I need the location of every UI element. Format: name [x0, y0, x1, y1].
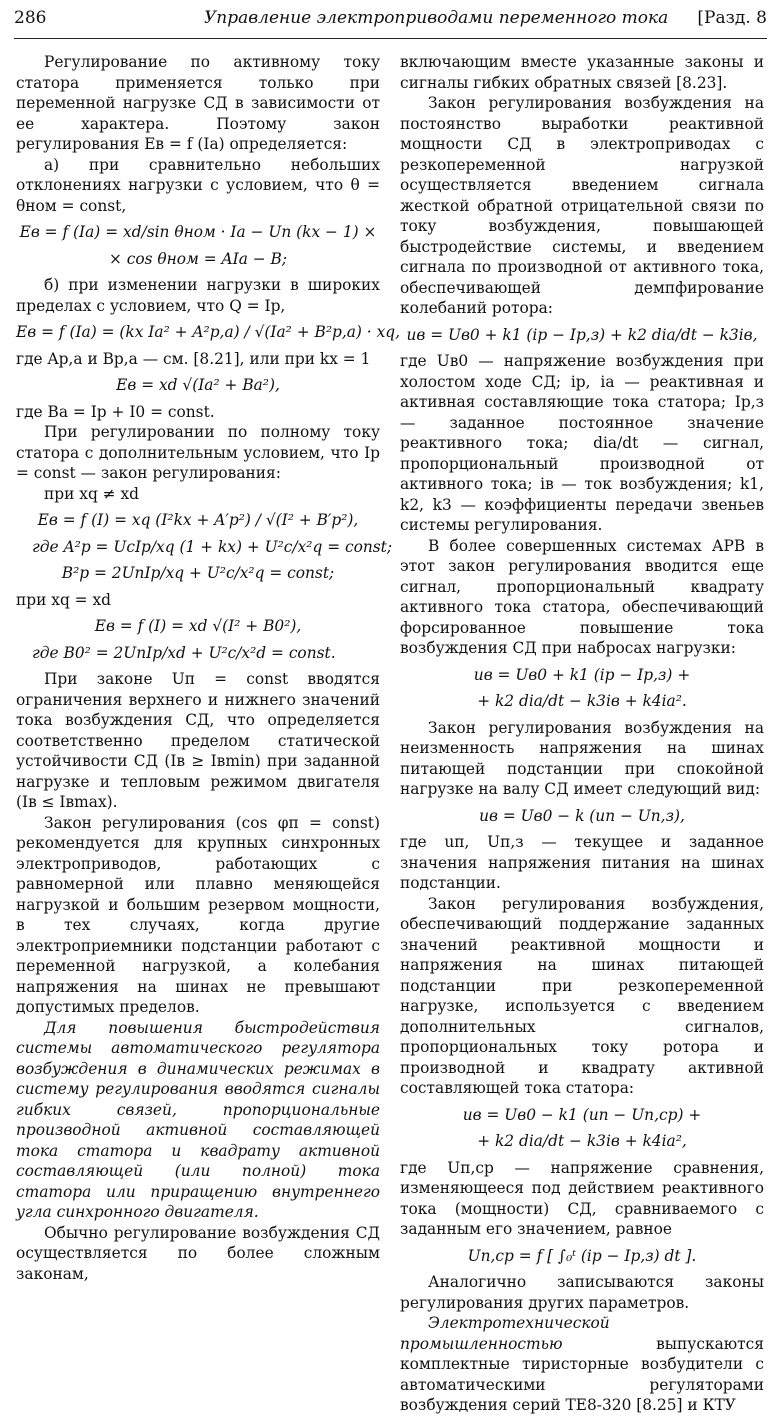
equation: Eв = f (Iа) = xd/sin θном · Iа − Uп (kx − 1) × — [19, 223, 377, 241]
equation: × cos θном = AIа − B; — [108, 249, 288, 268]
page-number: 286 — [14, 8, 47, 28]
paragraph: Регулирование по активному току статора применяется только при переменной нагрузке СД в зависимости от ее характера. Поэтому закон регулирования Eв = f (Iа) определяется: — [16, 53, 380, 153]
equation: uв = Uв0 + k1 (iр − Iр,з) + k2 diа/dt − k3iв, — [406, 325, 758, 344]
equation: где A²р = UсIр/xq (1 + kx) + U²с/x²q = const; — [32, 537, 393, 556]
equation: uв = Uв0 − k (uп − Uп,з), — [479, 806, 685, 825]
paragraph: где uп, Uп,з — текущее и заданное значения напряжения питания на шинах подстанции. — [400, 833, 764, 892]
paragraph-rest: выпускаются комплектные тиристорные возбудители с автоматическими регуляторами возбуждения серий ТЕ8-320 [8.25] и КТУ — [400, 1334, 764, 1414]
equation: Eв = f (I) = xd √(I² + B0²), — [94, 617, 302, 635]
page-header — [14, 4, 767, 39]
paragraph: Обычно регулирование возбуждения СД осуществляется по более сложным законам, — [16, 1223, 380, 1283]
equation: uв = Uв0 − k1 (uп − Uп,ср) + — [462, 1105, 702, 1124]
paragraph: где Bа = Iр + I0 = const. — [16, 402, 215, 421]
equation: + k2 diа/dt − k3iв + k4iа², — [477, 1132, 687, 1150]
paragraph: где Uв0 — напряжение возбуждения при холостом ходе СД; iр, iа — реактивная и активная составляющие тока статора; Iр,з — заданное постоянное значение реактивного тока; diа/dt — сигнал, пропорциональный производной от активного тока; iв — ток возбуждения; k1, k2, k3 — коэффициенты передачи звеньев системы регулирования. — [400, 352, 764, 534]
paragraph: При законе Uп = const вводятся ограничения верхнего и нижнего значений тока возбуждения СД, что определяется соответственно пределом статической устойчивости СД (Iв ≥ Iвmin) при заданной нагрузке и тепловым режимом двигателя (Iв ≤ Iвmax). — [16, 670, 380, 811]
equation: Eв = f (I) = xq (I²kx + A′р²) / √(I² + B′р²), — [37, 511, 359, 529]
equation: Uп,ср = f [ ∫₀ᵗ (iр − Iр,з) dt ]. — [467, 1246, 697, 1265]
paragraph: В более совершенных системах АРВ в этот закон регулирования вводится еще сигнал, пропорциональный квадрату активного тока статора, обеспечивающий форсированное повышение тока возбуждения СД при набросах нагрузки: — [400, 536, 764, 657]
paragraph: включающим вместе указанные законы и сигналы гибких обратных связей [8.23]. — [400, 53, 764, 92]
paragraph — [400, 1313, 764, 1416]
equation: где B0² = 2UпIр/xd + U²с/x²d = const. — [32, 643, 336, 662]
paragraph: а) при сравнительно небольших отклонениях нагрузки с условием, что θ = θном = const, — [16, 155, 380, 215]
section-label: [Разд. 8 — [697, 8, 767, 28]
paragraph: Для повышения быстродействия системы автоматического регулятора возбуждения в динамических режимах в систему регулирования вводятся сигналы гибких связей, пропорциональные производной активной составляющей тока статора и квадрату активной составляющей (или полной) тока статора или приращению внутреннего угла синхронного двигателя. — [16, 1018, 380, 1221]
paragraph: Закон регулирования возбуждения на постоянство выработки реактивной мощности СД в электроприводах с резкопеременной нагрузкой осуществляется введением сигнала жесткой обратной отрицательной связи по току возбуждения, повышающей быстродействие системы, и введением сигнала по производной от активного тока, обеспечивающей демпфирование колебаний ротора: — [400, 94, 764, 317]
left-column — [16, 52, 401, 1284]
equation: uв = Uв0 + k1 (iр − Iр,з) + — [473, 665, 691, 684]
right-column — [400, 52, 764, 1416]
paragraph: б) при изменении нагрузки в широких пределах с условием, что Q = Iр, — [16, 276, 380, 315]
paragraph: где Aр,а и Bр,а — см. [8.21], или при kx = 1 — [16, 349, 371, 368]
paragraph: Закон регулирования (cos φп = const) рекомендуется для крупных синхронных электроприводов, работающих с равномерной или плавно меняющейся нагрузкой и большим резервом мощности, в тех случаях, когда другие электроприемники подстанции работают с переменной нагрузкой, а колебания напряжения на шинах не превышают допустимых пределов. — [16, 813, 380, 1016]
paragraph: Аналогично записываются законы регулирования других параметров. — [400, 1273, 764, 1312]
equation: Eв = xd √(Iа² + Bа²), — [116, 376, 280, 394]
running-title: Управление электроприводами переменного тока — [204, 8, 669, 28]
equation: Eв = f (Iа) = (kx Iа² + A²р,а) / √(Iа² + B²р,а) · xq, — [16, 323, 401, 341]
paragraph: при xq ≠ xd — [44, 484, 140, 503]
paragraph: При регулировании по полному току статора с дополнительным условием, что Iр = const — закон регулирования: — [16, 423, 380, 482]
equation: + k2 diа/dt − k3iв + k4iа². — [477, 692, 687, 710]
paragraph: где Uп,ср — напряжение сравнения, изменяющееся под действием реактивного тока (мощности) СД, сравниваемого с заданным его значением, равное — [400, 1158, 764, 1238]
paragraph: Закон регулирования возбуждения, обеспечивающий поддержание заданных значений реактивной мощности и напряжения на шинах питающей подстанции при резкопеременной нагрузке, используется с введением дополнительных сигналов, пропорциональных току ротора и производной и квадрату активной составляющей тока статора: — [400, 894, 764, 1097]
paragraph: Закон регулирования возбуждения на неизменность напряжения на шинах питающей подстанции при спокойной нагрузке на валу СД имеет следующий вид: — [400, 718, 764, 798]
paragraph: при xq = xd — [16, 590, 112, 609]
italic-lead: Электротехнической промышленностью — [400, 1314, 610, 1353]
equation: B²р = 2UпIр/xq + U²с/x²q = const; — [61, 564, 335, 582]
